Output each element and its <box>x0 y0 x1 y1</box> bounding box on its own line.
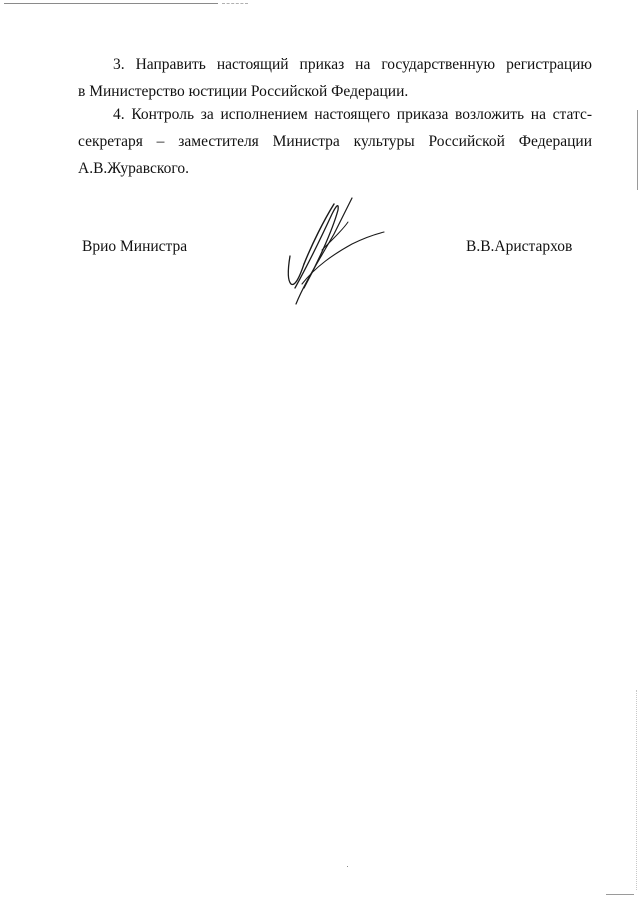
top-rule-dash <box>222 3 248 4</box>
signatory-name: В.В.Аристархов <box>466 238 573 255</box>
signatory-title: Врио Министра <box>82 238 188 255</box>
handwritten-signature-icon <box>282 192 390 310</box>
paragraph-item-4 <box>78 101 592 182</box>
paragraph-line: в Министерство юстиции Российской Федерации. <box>78 83 409 100</box>
scan-edge-mark <box>606 894 634 895</box>
scan-speck <box>347 866 348 867</box>
paragraph-line: А.В.Журавского. <box>78 160 189 177</box>
scan-edge-mark <box>636 690 637 890</box>
paragraph-line: 3. Направить настоящий приказ на государственную регистрацию <box>113 56 592 73</box>
paragraph-item-3 <box>78 51 592 105</box>
paragraph-line: 4. Контроль за исполнением настоящего приказа возложить на статс- <box>113 106 592 123</box>
top-rule <box>4 3 218 4</box>
paragraph-line: секретаря – заместителя Министра культуры Российской Федерации <box>78 133 592 150</box>
scan-edge-mark <box>637 110 638 190</box>
